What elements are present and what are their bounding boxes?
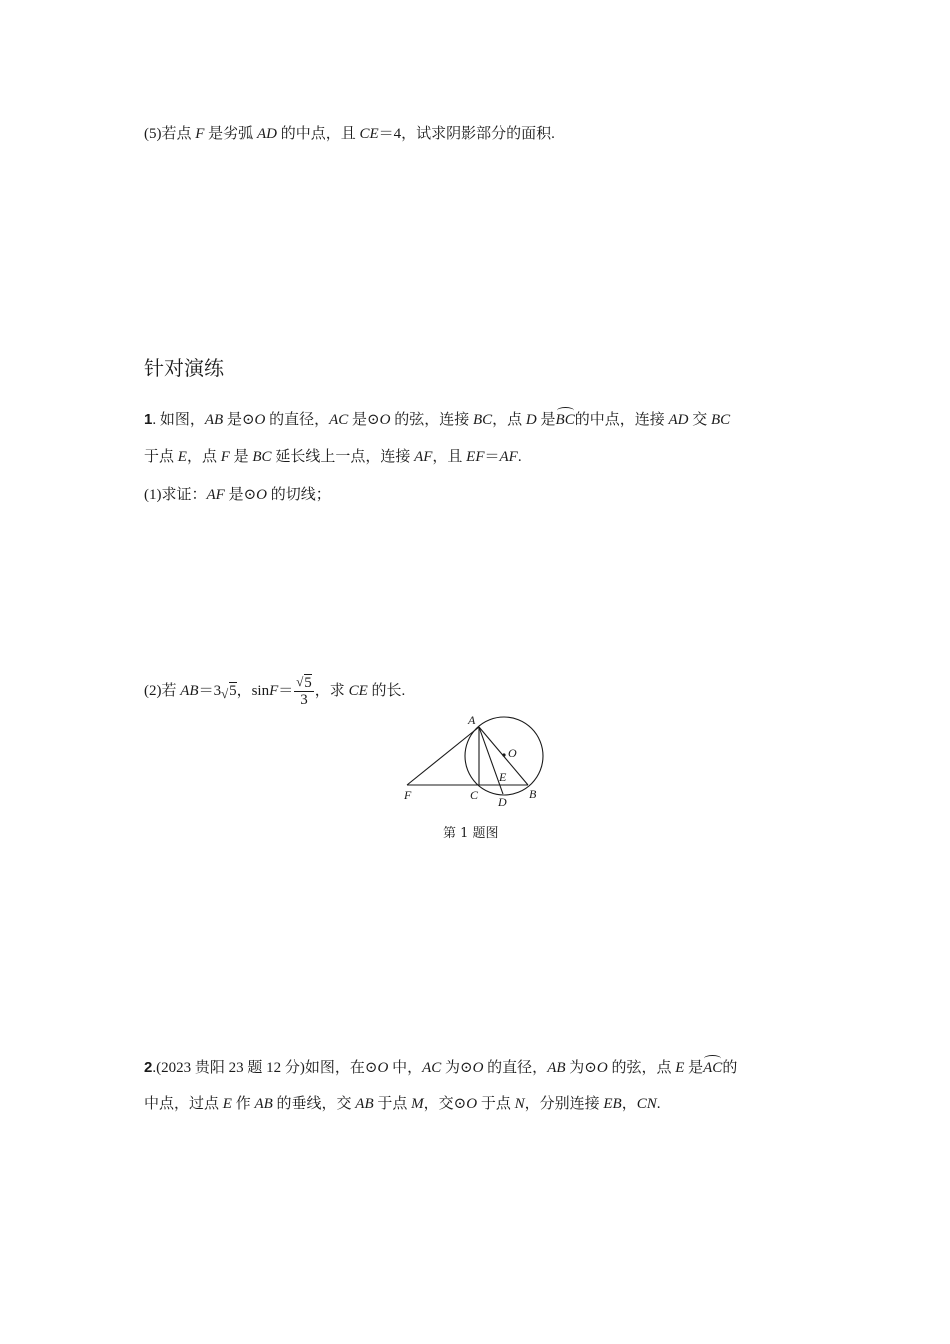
text: .(2023 [152, 1060, 195, 1076]
part5-question [144, 123, 555, 145]
var: BC [472, 412, 493, 428]
text: 是⊙ [224, 487, 257, 503]
var: E [675, 1060, 685, 1076]
var-ad: AD [256, 126, 277, 142]
label-a: A [468, 713, 476, 727]
label-f: F [404, 788, 412, 802]
text: 为⊙ [441, 1060, 473, 1076]
var: EB [603, 1096, 622, 1112]
label-c: C [470, 788, 479, 802]
text: 作 [231, 1096, 255, 1112]
label-e: E [499, 770, 507, 784]
text: 是⊙ [223, 412, 255, 428]
geometry-diagram [396, 708, 556, 808]
var: O [472, 1060, 484, 1076]
label-b: B [529, 787, 537, 801]
radicand: 5 [304, 675, 312, 691]
text: 的中点，连接 [574, 412, 669, 428]
var: AB [254, 1096, 273, 1112]
text: ＝4，试求阴影部分的面积. [378, 126, 555, 142]
var: M [411, 1096, 424, 1112]
text: ＝3 [198, 682, 222, 699]
text: ，求 [314, 682, 349, 699]
text: 是 [536, 412, 556, 428]
var: AC [422, 1060, 442, 1076]
denominator: 3 [300, 692, 308, 708]
q2-line1 [144, 1056, 737, 1079]
text: 的长. [367, 682, 406, 699]
var: O [256, 487, 267, 503]
var: AB [355, 1096, 374, 1112]
question-number: 2 [144, 1059, 153, 1076]
text: 是劣弧 [204, 126, 257, 142]
text: 中， [388, 1060, 423, 1076]
text: . [656, 1096, 661, 1112]
text: )如图，在⊙ [299, 1060, 378, 1076]
sqrt [221, 683, 237, 699]
text: 的 [722, 1060, 738, 1076]
text: 的直径， [265, 412, 330, 428]
var: BC [252, 449, 272, 465]
var: N [514, 1096, 525, 1112]
text: ＝ [278, 682, 294, 699]
text: ， [621, 1096, 637, 1112]
label-d: D [498, 795, 507, 808]
arc-ac: AC [703, 1057, 722, 1079]
text: ，点 [492, 412, 526, 428]
var: E [222, 1096, 232, 1112]
q2-line2 [144, 1093, 660, 1115]
text: 中点，过点 [144, 1096, 223, 1112]
var: F [269, 682, 279, 699]
q1-figure [396, 708, 556, 808]
var: O [379, 412, 391, 428]
var: AF [206, 487, 225, 503]
q1-sub2 [144, 675, 405, 708]
var: BC [710, 412, 731, 428]
text: 的弦，点 [607, 1060, 676, 1076]
text: ，sin [236, 682, 270, 699]
text: 的弦，连接 [390, 412, 473, 428]
text: 12 [262, 1060, 285, 1076]
text: ，分别连接 [524, 1096, 604, 1112]
var: CN [636, 1096, 657, 1112]
var: AD [668, 412, 689, 428]
text: 是 [684, 1060, 704, 1076]
numerator [294, 675, 314, 692]
text: ，点 [186, 449, 221, 465]
text: 的直径， [483, 1060, 548, 1076]
var-ce: CE [359, 126, 379, 142]
text: 的中点，且 [276, 126, 360, 142]
q1-sub1 [144, 484, 331, 506]
q1-line2 [144, 446, 522, 468]
radicand: 5 [229, 682, 237, 699]
var: AB [547, 1060, 566, 1076]
var: E [177, 449, 187, 465]
var: AF [499, 449, 518, 465]
sqrt [296, 675, 312, 691]
text: 为⊙ [565, 1060, 597, 1076]
text: 分 [284, 1058, 300, 1076]
text: ，且 [432, 449, 467, 465]
var: EF [466, 449, 485, 465]
question-number: 1 [144, 411, 153, 428]
text: 延长线上一点，连接 [271, 449, 415, 465]
var: D [525, 412, 537, 428]
var: F [220, 449, 230, 465]
var: O [466, 1096, 478, 1112]
section-title: 针对演练 [144, 356, 224, 380]
text: 于点 [373, 1096, 412, 1112]
segment-fa [407, 727, 479, 785]
text: 于点 [477, 1096, 515, 1112]
var: CE [348, 682, 368, 699]
text: 交 [688, 412, 711, 428]
text: (5)若点 [144, 126, 196, 142]
var-f: F [195, 126, 205, 142]
var: AF [414, 449, 433, 465]
text: 是 [229, 449, 253, 465]
text: 是⊙ [348, 412, 380, 428]
source: 贵阳 [194, 1058, 225, 1076]
text: 于点 [144, 449, 178, 465]
text: 的垂线，交 [272, 1096, 356, 1112]
text: ，交⊙ [423, 1096, 467, 1112]
var: O [254, 412, 266, 428]
q1-line1 [144, 409, 730, 431]
figure-caption: 第 1 题图 [443, 826, 499, 841]
text: 23 [224, 1060, 248, 1076]
text: . 如图， [152, 412, 205, 428]
text: 题 [247, 1058, 263, 1076]
var: AB [204, 412, 224, 428]
center-dot [502, 753, 505, 756]
text: ＝ [484, 449, 500, 465]
text: (1)求证： [144, 487, 207, 503]
var: AC [329, 412, 349, 428]
var: O [377, 1060, 389, 1076]
text: 的切线； [267, 487, 331, 503]
text: . [517, 449, 522, 465]
var: O [596, 1060, 608, 1076]
arc-bc: BC [556, 409, 575, 431]
fraction [294, 675, 314, 708]
text: (2)若 [144, 682, 181, 699]
var: AB [180, 682, 199, 699]
label-o: O [508, 746, 517, 760]
